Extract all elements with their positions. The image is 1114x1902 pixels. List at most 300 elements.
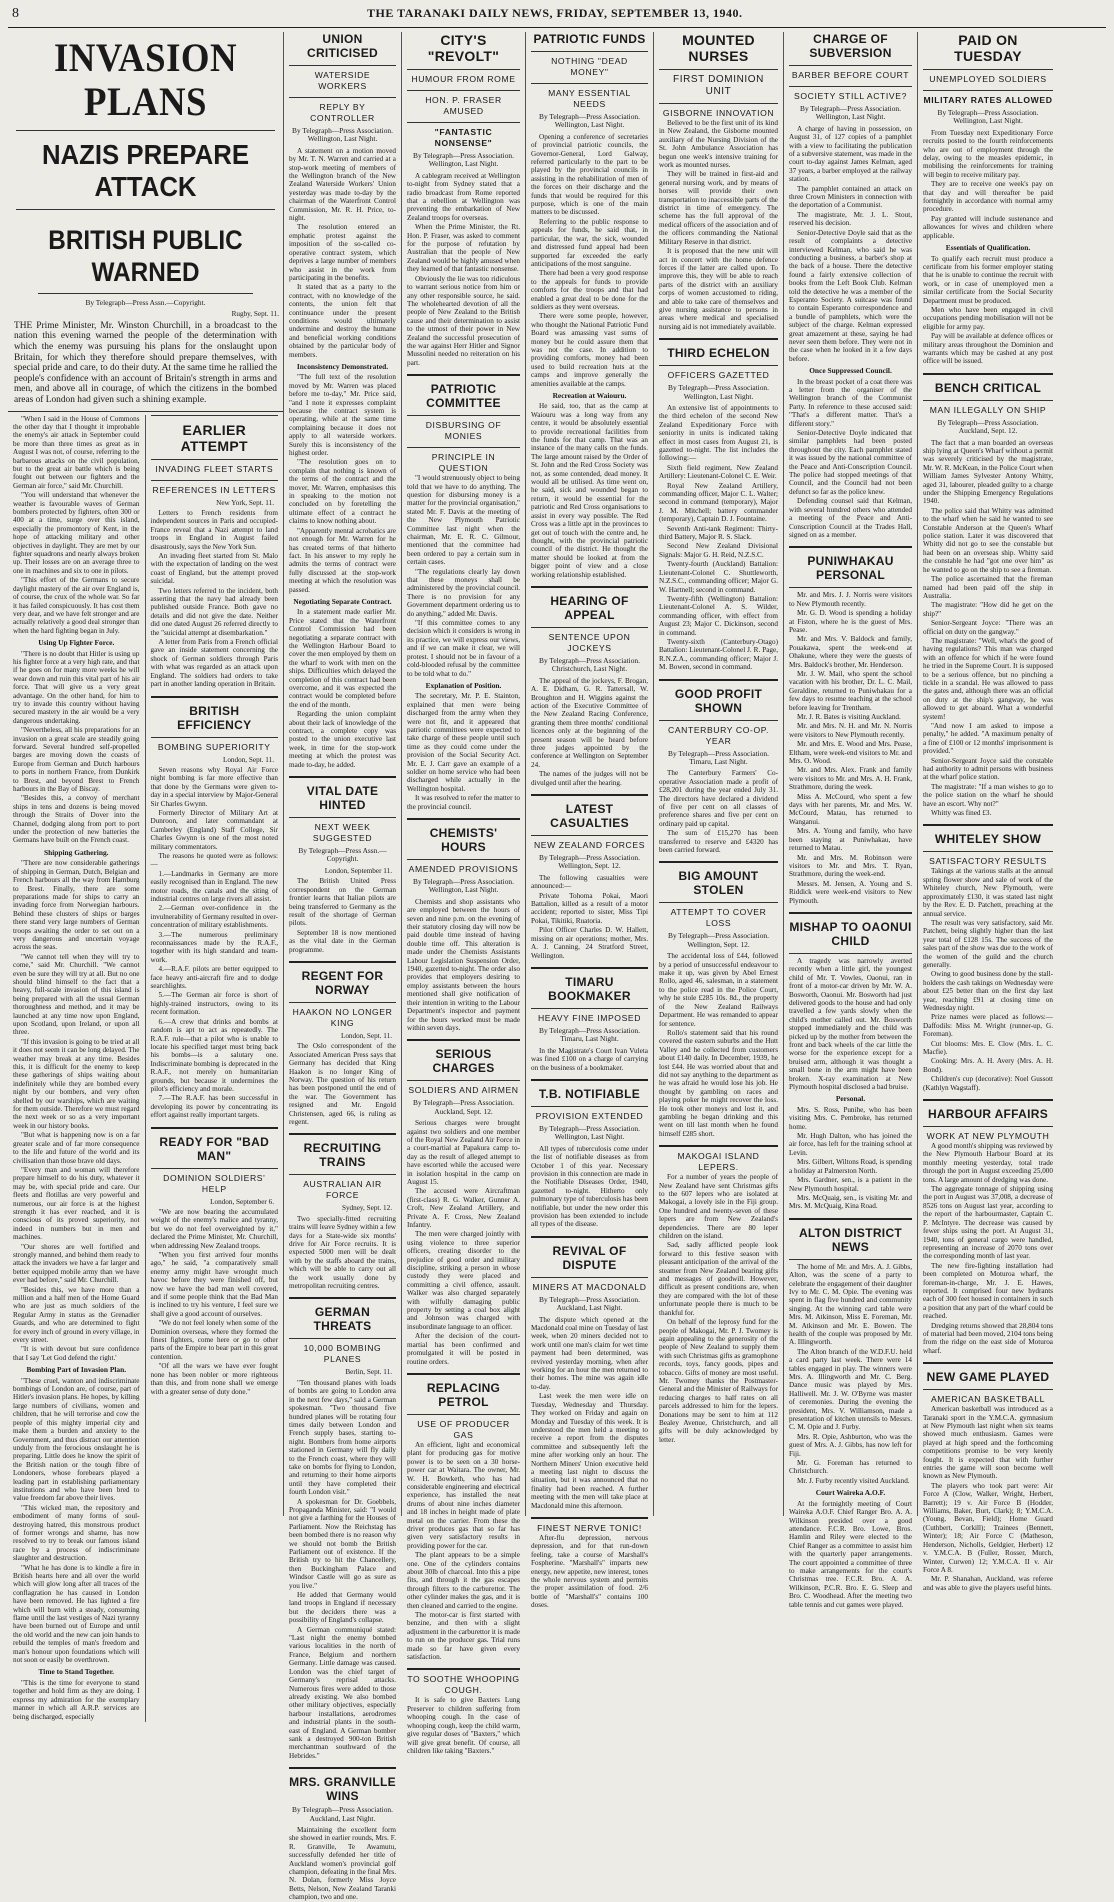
citys-revolt-sub-3: "FANTASTIC NONSENSE" — [434, 127, 493, 148]
paragraph: Cut blooms: Mrs. E. Clow (Mrs. L. C. Macfie). — [923, 1039, 1053, 1056]
german-threats-sub: 10,000 BOMBING PLANES — [303, 1343, 382, 1365]
mounted-nurses-sub-1: FIRST DOMINION UNIT — [673, 74, 764, 97]
paragraph: Second New Zealand Divisional Signals: Major G. H. Reid, N.Z.S.C. — [659, 542, 778, 559]
citys-revolt-headline: CITY'S "REVOLT" — [427, 32, 500, 64]
paragraph: In a statement made earlier Mr. Price stated that the Waterfront Control Commission had been negotiating a separate contract with the Wellington Harbour Board to cover the men employed by them on the wharf to work with men on the ships. Difficulties which delayed the completion of this contract had been overcome, and it was expected the contract would be completed before the end of the month. — [289, 608, 396, 709]
revival-dispute-sub: MINERS AT MACDONALD — [532, 1281, 647, 1292]
british-efficiency-headline: BRITISH EFFICIENCY — [177, 703, 252, 732]
paragraph: Mr. J. R. Bates is visiting Auckland. — [797, 713, 901, 721]
paragraph: Regarding the union complaint about their lack of knowledge of the contract, a complete copy was posted to the union executive last week, in time for the stop-work meeting at which the protest was made to-day, he added. — [289, 710, 396, 769]
citys-revolt-sub-2: HON. P. FRASER AMUSED — [425, 95, 502, 116]
lead-story — [8, 32, 284, 1721]
paragraph: Mr. and Mrs. V. Baldock and family, Pouakawa, spent the week-end at Ohakune, where they were the guests of Mrs. Baldock's brother, Mr. Henderson. — [789, 635, 912, 669]
paragraph: Prize names were placed as follows:— Daffodils: Miss M. Wright (runner-up, G. Foreman). — [923, 1013, 1053, 1039]
column-7 — [784, 32, 918, 1609]
paragraph: The accused were Aircraftman (first-class) R. G. Walker, Gunner A. Croft, New Zealand Artillery, and Private A. F. Cross, New Zealand Infantry. — [407, 1187, 520, 1229]
paragraph: "We are now bearing the accumulated weight of the enemy's malice and tyranny, but we do not feel overweighted by it," declared the Prime Minister, Mr. Churchill, when addressing New Zealand troops. — [150, 1207, 278, 1250]
paragraph: Owing to good business done by the stall-holders the cash takings on Wednesday were about £25 better than on the first day last year, reaching £91 at closing time on Wednesday night. — [923, 970, 1053, 1012]
paragraph: "And now I am asked to impose a penalty," he added. "A maximum penalty of a fine of £100 or 12 months' imprisonment is provided." — [923, 722, 1053, 756]
citys-revolt-body — [407, 172, 520, 367]
paragraph: The plant appears to be a simple one. One of the cylinders contains about 30lb of charcoal. Into this a pipe fits, and through it the gas escapes through filters to the carburettor. The other cylinder makes the gas, and it is then cleaned and carried to the engine. — [407, 1551, 520, 1610]
paragraph: 7.—The R.A.F. has been successful in developing its power by concentrating its effort against really important targets. — [150, 1094, 278, 1120]
paragraph: "We cannot tell when they will try to come," said Mr. Churchill. "We cannot even be sure they will try at all. But no one should blind himself to the fact that a heavy, full-scale invasion of this island is being prepared with all the usual German thoroughness and method, and it may be launched at any time now upon England, upon Scotland, upon Ireland, or upon all three. — [13, 952, 140, 1037]
third-echelon-sub: OFFICERS GAZETTED — [667, 370, 770, 381]
whiteley-show-sub: SATISFACTORY RESULTS — [929, 856, 1047, 867]
paragraph: After the decision of the court-martial has been confirmed and promulgated it will be posted in routine orders. — [407, 1332, 520, 1366]
mrs-granville-headline: MRS. GRANVILLE WINS — [289, 1775, 396, 1804]
paragraph: The police ascertained that the fireman named had been paid off the ship in Australia. — [923, 575, 1053, 600]
paragraph: "When you first arrived four months ago," he said, "a comparatively small enemy army might have wrought much havoc before they were finished off, but now we have the bad man well covered, and if some people think that the Bad Man is inclined to try his venture, I feel sure we shall give a good account of ourselves. — [150, 1251, 278, 1318]
lead-col-2 — [146, 415, 284, 1722]
paragraph: The new fire-fighting installation had been completed on Moturoa wharf, the foreman-in-charge, Mr. J. E. Hawes, reported. It comprised four new hydrants each of 300 feet housed in containers in such a position that any part of the wharf could be reached. — [923, 1261, 1053, 1321]
new-game-body — [923, 1405, 1053, 1592]
paragraph: 1.—Landmarks in Germany are more easily recognised than in England. The new motor roads, the canals and the siting of industrial centres on large rivers all assist. — [150, 869, 278, 903]
regent-norway-headline: REGENT FOR NORWAY — [301, 968, 384, 997]
paragraph: Mr. G. Foreman has returned to Christchurch. — [789, 1459, 912, 1476]
paragraph: Mr. J. Furby recently visited Auckland. — [797, 1476, 910, 1485]
page-number: 8 — [12, 6, 20, 21]
paragraph: The names of the judges will not be divulged until after the hearing. — [531, 770, 648, 787]
replacing-petrol-body — [407, 1441, 520, 1662]
paragraph: Letters to French residents from independent sources in Paris and occupied-France reveal that a Nazi attempt to land troops in England in August failed disastrously, says the New York Sun. — [150, 508, 278, 551]
paragraph: Believed to be the first unit of its kind in New Zealand, the Gisborne mounted auxiliary of the Nursing Division of the St. John Ambulance Association has begun one week's intensive training for work as mounted nurses. — [659, 119, 778, 170]
paragraph: "When I said in the House of Commons the other day that I thought it improbable the enemy's air attack in September could be more than three times as great as in August I was not, of course, referring to the barbarous attacks on the civil population, but to the great air battle which is being fought out between our fighters and the German air force," said Mr. Churchill. — [13, 414, 140, 490]
hearing-appeal-credit: By Telegraph—Press Association. Christchurch, Last Night. — [539, 655, 640, 674]
paragraph: Formerly Director of Military Art at Dunroon, and later commandant at Camberley (England) Staff College, Sir Charles Gwynn is one of the most noted military commentators. — [150, 808, 278, 851]
column-4 — [402, 32, 526, 1755]
paragraph: A good month's shipping was reviewed by the New Plymouth Harbour Board at its monthly meeting yesterday, total trade through the port in August exceeding 25,000 tons. A large amount of dredging was done. — [923, 1142, 1053, 1184]
paragraph: "If this invasion is going to be tried at all it does not seem it can be long delayed. The weather may break at any time. Besides this, it is difficult for the enemy to keep these gatherings of ships waiting about indefinitely while they are bombed every night by our bombers, and very often shelled by our warships, which are waiting for them outside. Therefore we must regard the next week or so as a very important week in our history books. — [13, 1037, 140, 1130]
paragraph: Mr. P. Shanahan, Auckland, was referee and was able to give the players useful hints. — [923, 1575, 1053, 1592]
alton-news-body — [789, 1263, 912, 1486]
paragraph: "Apparently mental acrobatics are not enough for Mr. Warren for he has created terms of that hitherto fact. In his answer to my reply he admits the terms of contract were fully discussed at the stop-work meeting at which the resolution was passed. — [289, 526, 396, 594]
vital-date-body — [289, 877, 396, 954]
paragraph: Cooking: Mrs. A. H. Avery (Mrs. A. H. Bond). — [923, 1057, 1053, 1074]
paragraph: An efficient, light and economical plant for producing gas for motive power is to be seen on a 30 horse-power car at Waitara. The owner, Mr. W. H. Bowketh, who has had considerable engineering and electrical experience, has installed the neat drums of about nine inches diameter and 18 inches in height made of plate metal on the carrier. From these the driver produces gas that so far has given very satisfactory results in providing power for the car. — [407, 1440, 520, 1550]
paragraph: Royal New Zealand Artillery, commanding officer, Major C. L. Walter; second in command (temporary), Major J. M. Mitchell; battery commander (temporary), Captain D. J. Fountaine. — [659, 481, 778, 524]
german-threats-headline: GERMAN THREATS — [313, 1305, 372, 1334]
paragraph: Defending counsel said that Kelman, with several hundred others who attended a meeting of the Peace and Anti-Conscription Council at the Trades Hall, signed on as a member. — [789, 497, 912, 539]
paragraph: "Of all the wars we have ever fought none has been nobler or more righteous than this, and from none shall we emerge with a greater sense of duty done." — [150, 1362, 278, 1396]
paragraph: It stated that as a party to the contract, with no knowledge of the contents, the union felt that continuance under the present conditions would ultimately undermine and destroy the humane and beneficial working conditions obtained by the particular body of members. — [289, 283, 396, 359]
paragraph: "Nevertheless, all his preparations for an invasion on a great scale are steadily going forward. Several hundred self-propelled barges are moving down the coasts of Europe from German and Dutch harbours to ports in northern France, from Dunkirk to Brest, and beyond Brest to French harbours in the Bay of Biscay. — [13, 726, 140, 794]
paragraph: The fact that a man boarded an overseas ship lying at Queen's Wharf without a permit was severely criticised by the magistrate, Mr. W. R. McKean, in the Police Court when William James Sylvester Antony Whitty, aged 31, labourer, pleaded guilty to a charge under the Shipping Emergency Regulations 1940. — [923, 438, 1053, 506]
lead-headline-3: BRITISH PUBLIC WARNED — [48, 225, 243, 287]
paragraph: Mrs. S. Ross, Punihe, who has been visiting Mrs. C. Pembroke, has returned home. — [789, 1105, 912, 1131]
paragraph: Pilot Officer Charles D. W. Hallett, missing on air operations; mother, Mrs. A. J. Canning, 24 Stratford Street, Wellington. — [531, 926, 648, 960]
timaru-bookmaker-body — [531, 1047, 648, 1072]
good-profit-sub: CANTERBURY CO-OP. YEAR — [668, 724, 769, 746]
paragraph: Twenty-fourth (Auckland) Battalion: Lieutenant-Colonel C. Shuttleworth, N.Z.S.C., commanding officer; Major G. W. Hartnell; second in command. — [659, 560, 778, 594]
paragraph: He said, too, that as the camp at Waiouru was a long way from any centre, it would be absolutely essential to provide recreational facilities from the funds for that camp. That was an instance of the many calls on the funds. The large amount raised by the Order of St. John and the Red Cross Society was not, as some contended, dead money. It would all be utilised. As time went on, he said, sick and wounded began to return, it would be essential for the patriotic and Red Cross organisations to assist in every way possible. The Red Cross was a little apt in the provinces to get out of touch with the centre and, he thought, with the provincial patriotic council of the district. He thought the matter should be looked at from the bigger point of view and a close working relationship established. — [531, 402, 648, 579]
paragraph: All types of tuberculosis come under the list of notifiable diseases as from October 1 of this year. Necessary provision in this connection are made in the Notifiable Diseases Order, 1940, gazetted to-night. Hitherto only pulmonary type of tuberculosis has been notifiable, but under the new order this provision has been extended to include all types of the disease. — [531, 1144, 648, 1229]
paragraph: 6.—A crew that drinks and bombs at random is apt to act as repeatedly. The R.A.F. rule—that a pilot who is unable to locate his specified target must bring back his bombs—is a salutary one. Indiscriminate bombing is deprecated in the R.A.F., not merely on humanitarian grounds, but because it undermines the pilot's efficiency and morale. — [150, 1017, 278, 1093]
paragraph: Last week the men were idle on Tuesday, Wednesday and Thursday. They worked on Friday and again on Monday and Tuesday of this week. It is understood the men held a meeting to receive a report from the disputes committee and subsequently left the mine after working only an hour. The Northern Miners' Union executive held a meeting last night to discuss the situation, but it was announced that no finality had been reached. A further meeting with the men will take place at Macdonald mine this afternoon. — [531, 1392, 648, 1510]
patriotic-committee-body-2 — [407, 692, 520, 811]
mishap-oaonui-crosshead: Personal. — [835, 1094, 866, 1104]
paragraph: The British United Press correspondent on the German frontier learns that Italian pilots are being transferred to Germany as the result of the shortage of German pilots. — [289, 877, 396, 928]
lead-credit: By Telegraph—Press Assn.—Copyright. — [85, 298, 206, 307]
hearing-appeal-headline: HEARING OF APPEAL — [550, 593, 629, 622]
paragraph: "What he has done is to kindle a fire in British hearts here and all over the world which will glow long after all traces of the conflagration he has caused in London have been removed. He has lighted a fire which will burn with a steady, consuming flame until the last vestiges of Nazi tyranny have been burned out of Europe and until the old world and the new can join hands to rebuild the temples of man's freedom and man's honour upon foundations which will not soon or easily be overthrown. — [13, 1563, 140, 1665]
paragraph: "This wicked man, the repository and embodiment of many forms of soul-destroying hatred, this monstrous product of former wrongs and shame, has now resolved to try to break our famous island race by a process of indiscriminate slaughter and destruction. — [13, 1503, 140, 1563]
paragraph: Serious charges were brought against two soldiers and one member of the Royal New Zealand Air Force in a court-martial at Papakura camp to-day as the result of alleged attempt to have escorted while the accused were in isolation hospital in the camp on August 15. — [407, 1119, 520, 1186]
paragraph: An invading fleet started from St. Malo with the expectation of landing on the west coast of England, but the attempt proved suicidal. — [150, 552, 278, 586]
paragraph: The pamphlet contained an attack on three Crown Ministers in connection with the deportation of a Communist. — [789, 184, 912, 210]
charge-subversion-body-2 — [789, 378, 912, 540]
union-criticised-sub-1: WATERSIDE WORKERS — [314, 70, 371, 91]
paragraph: A charge of having in possession, on August 31, of 127 copies of a pamphlet with a view to facilitating the publication of a subversive statement, was made in the court to-day against James Kelman, aged 37 years, a barber employed at the railway station. — [789, 124, 912, 184]
patriotic-funds-sub-2: MANY ESSENTIAL NEEDS — [548, 88, 631, 109]
union-criticised-crosshead: Inconsistency Demonstrated. — [296, 361, 389, 371]
paragraph: The sum of £15,270 has been transferred to reserve and £4320 has been carried forward. — [659, 829, 778, 855]
paragraph: An extensive list of appointments to the third echelon of the second New Zealand Expeditionary Force with seniority in units is indicated taking effect in most cases from August 21, is gazetted to-night. The list includes the following:— — [659, 403, 778, 463]
mishap-oaonui-headline: MISHAP TO OAONUI CHILD — [789, 919, 912, 948]
paragraph: The motor-car is first started with benzine, and then with a slight adjustment in the carburettor it is made to run on the producer gas. Trial runs made so far have given every satisfaction. — [407, 1611, 520, 1662]
patriotic-funds-body — [531, 133, 648, 388]
alton-news-body-2 — [789, 1500, 912, 1609]
paragraph: It is safe to give Baxters Lung Preserver to children suffering from whooping cough. In the case of whooping cough, keep the child warm, give regular doses of "Baxters," which will give great benefit. Of course, all children like taking "Baxters." — [407, 1696, 520, 1755]
chemists-hours-credit: By Telegraph—Press Association. Wellington, Last Night. — [413, 877, 514, 895]
union-criticised-sub-2: REPLY BY CONTROLLER — [310, 102, 375, 123]
recruiting-trains-sub: AUSTRALIAN AIR FORCE — [303, 1179, 382, 1201]
paragraph: A German communiqué stated: "Last night the enemy bombed various localities in the north of France, Belgium and northern Germany. Little damage was caused. London was the chief target of Germany's reprisal attacks. Numerous fires were added to those already existing. We also bombed other military objectives, especially harbour installations, aerodromes and industrial plants in the south-east of England. A German bomber sank a destroyed 900-ton British merchantman southward of the Hebrides." — [289, 1625, 396, 1760]
british-efficiency-sub: BOMBING SUPERIORITY — [157, 741, 271, 752]
serious-charges-headline: SERIOUS CHARGES — [432, 1047, 495, 1076]
good-profit-headline: GOOD PROFIT SHOWN — [674, 686, 763, 715]
paragraph: "The full text of the resolution moved by Mr. Warren was placed before me to-day," Mr. Price said, "and I note it expresses complaint because the contract system is operating, while at the same time complaining because it does not apply to all waterside workers. Surely this is inconsistency of the highest order. — [289, 373, 396, 458]
paragraph: They will be trained in first-aid and general nursing work, and by means of horses will provide their own transportation to inaccessible parts of the district in time of emergency. The scheme has the full approval of the medical officers of the association and of the officers commanding the National Military Reserve in that district. — [659, 170, 778, 246]
harbour-affairs-body — [923, 1142, 1053, 1355]
bench-critical-sub: MAN ILLEGALLY ON SHIP — [929, 404, 1047, 415]
paragraph: 2.—German over-confidence in the invulnerability of Germany resulted in over-concentration of military establishments. — [150, 904, 278, 930]
regent-norway-sub: HAAKON NO LONGER KING — [292, 1006, 393, 1028]
charge-subversion-crosshead: Once Suppressed Council. — [809, 366, 892, 376]
third-echelon-headline: THIRD ECHELON — [667, 346, 770, 361]
paragraph: Obviously the lie was too ridiculous to warrant serious notice from him or any other responsible source, he said. The wholehearted devotion of all the people of New Zealand to the British cause and their determination to assist to the utmost of their power in New Zealand the successful prosecution of the war against Herr Hitler and Signor Mussolini needed no reiteration on his part. — [407, 274, 520, 367]
paragraph: In the Magistrate's Court Ivan Vuleta was fined £100 on a charge of carrying on the business of a bookmaker. — [531, 1046, 648, 1072]
patriotic-funds-body-2 — [531, 402, 648, 579]
paragraph: Mrs. Gilbert, Wiltons Road, is spending a holiday at Palmerston North. — [789, 1158, 912, 1175]
masthead — [8, 6, 1106, 28]
latest-casualties-credit: By Telegraph—Press Association. Wellington, Sept. 12. — [539, 853, 640, 871]
charge-subversion-credit: By Telegraph—Press Association. Wellington, Last Night. — [800, 104, 901, 122]
lead-body-3 — [13, 859, 140, 1362]
paragraph: Pay granted will include sustenance and allowances for wives and children where applicable. — [923, 214, 1053, 240]
paragraph: Chemists and shop assistants who are employed between the hours of seven and nine p.m. on the evening of their statutory closing day will now be paid double time instead of having double time off. This alteration is made under the Chemists Assistants Labour Legislation Suspension Order, 1940, gazetted to-night. The order also provides that employers desiring to employ assistants between the hours mentioned shall give notification of their intention in writing to the Labour Department's inspector and payment for the hours worked must be made within seven days. — [407, 897, 520, 1032]
bench-critical-body — [923, 439, 1053, 818]
paragraph: The resolution entered an emphatic protest against the imposition of the so-called co-operative contract system, which deprives a large number of members who assist in the work from participating in the benefits. — [289, 223, 396, 282]
paragraph: Mr. Hugh Dalton, who has joined the air force, has left for the training school at Levin. — [789, 1132, 912, 1157]
paragraph: Twenty-sixth (Canterbury-Otago) Battalion: Lieutenant-Colonel J. R. Page, R.N.Z.A., commanding officer; Major J. M. Bowen, second in command. — [659, 637, 778, 672]
paragraph: The aggregate tonnage of shipping using the port in August was 37,008, a decrease of 8526 tons on August last year, according to the report of the harbourmaster, Captain C. P. McIntyre. The decrease was caused by fewer ships using the port. At August 31, 1940, tons of general cargo were handled, representing an increase of 2070 tons over the corresponding month of last year. — [923, 1185, 1053, 1261]
earlier-attempt-sub-2: REFERENCES IN LETTERS — [152, 484, 276, 495]
paragraph: A cablegram received at Wellington to-night from Sydney stated that a radio broadcast from Rome reported that a rebellion at Wellington was preventing the embarkation of New Zealand troops for overseas. — [407, 171, 520, 222]
paragraph: The men were charged jointly with using violence to three superior officers, creating disorder to the prejudice of good order and military discipline, striking a person in whose custody they were placed and committing a civil offence, assault. Walker was also charged separately with wilfully damaging public property by setting a coal box alight and Johnson was charged with insubordinate language to an officer. — [407, 1230, 520, 1331]
paragraph: Takings at the various stalls at the annual spring flower show and sale of work of the Whiteley church, New Plymouth, were approximately £130, it was stated last night by the Rev. E. D. Patchett, preaching at the annual service. — [923, 867, 1053, 918]
paragraph: Private Tohoma Pokai, Maori Battalion, killed as a result of a motor accident; reported to sister, Miss Tipi Pokai, Tikitiki, Ruatoria. — [531, 891, 648, 925]
paragraph: "Our shores are well fortified and strongly manned, and behind them ready to attack the invaders we have a far larger and better equipped mobile army than we have ever had before," said Mr. Churchill. — [13, 1242, 140, 1285]
paragraph: In the breast pocket of a coat there was a letter from the organiser of the Wellington branch of the Communist Party. In reference to these accused said: "That's a different matter. That's a different story." — [789, 377, 912, 428]
mounted-nurses-body — [659, 119, 778, 331]
lead-body-4 — [13, 1377, 140, 1665]
charge-subversion-body — [789, 125, 912, 363]
recruiting-trains-body — [289, 1215, 396, 1291]
paragraph: The appeal of the jockeys, F. Brogan, A. E. Didham, G. R. Tattersall, W. Broughton and H. Wiggins against the action of the Executive Committee of the New Zealand Racing Conference, granting them three months' conditional licences only at the beginning of the present season will be heard before three judges appointed by the conference at Wellington on September 24. — [531, 676, 648, 769]
tb-notifiable-sub: PROVISION EXTENDED — [535, 1110, 644, 1121]
paragraph: Two letters referred to the incident, both asserting that the navy had already been published outside France. Both gave no details and did not give the date. Neither did one dated August 26 referred directly to the "suicidal attempt at disembarkation." — [150, 586, 278, 637]
patriotic-committee-sub-2: PRINCIPLE IN QUESTION — [431, 452, 496, 474]
whooping-cough-body — [407, 1696, 520, 1755]
paragraph: "It is with devout but sure confidence that I say 'Let God defend the right.' — [13, 1345, 140, 1362]
paragraph: A spokesman for Dr. Goebbels, Propaganda Minister, said: "I would not give a farthing for the Houses of Parliament. Now the Reichstag has been bombed there is no reason why we should not bomb the British Parliament out of existence. If the British try to hit the Chancellery, then Buckingham Palace and Windsor Castle will go as sure as you live." — [289, 1497, 396, 1590]
paragraph: American basketball was introduced as a Taranaki sport in the Y.M.C.A. gymnasium at New Plymouth last night when six teams showed much enthusiasm. Games were played at high speed and the forthcoming competitions promise to be very keenly fought. It is expected that with further entries the game will soon become well known as New Plymouth. — [923, 1405, 1053, 1481]
paragraph: 3.—The numerous preliminary reconnaissances made by the R.A.F., together with its high standard and team-work. — [150, 930, 278, 964]
makogai-body — [659, 1173, 778, 1444]
paragraph: Mr. and Mrs. E. Wood and Mrs. Pease, Eltham, were week-end visitors to Mr. and Mrs. O. Wood. — [789, 740, 912, 766]
tb-notifiable-headline: T.B. NOTIFIABLE — [538, 1086, 641, 1101]
charge-subversion-headline: CHARGE OF SUBVERSION — [809, 32, 892, 60]
paragraph: "Besides this, we have more than a million and a half men of the Home Guard who are just as much soldiers of the Regular Army in status as the Grenadier Guards, and who are determined to fight for every inch of ground in every village, in every street. — [13, 1285, 140, 1345]
latest-casualties-sub: NEW ZEALAND FORCES — [533, 840, 646, 851]
paid-tuesday-body — [923, 129, 1053, 240]
paragraph: The following casualties were announced:— — [531, 873, 648, 891]
paragraph: "We do not feel lonely when some of the Dominion overseas, where they formed the finest fighters, come here or go to other parts of the Empire to bear part in this great contention. — [150, 1319, 278, 1361]
paragraph: The home of Mr. and Mrs. A. J. Gibbs, Alton, was the scene of a party to celebrate the engagement of their daughter Ivy to Mr. C. M. Opie. The evening was spent in flag five hundred and community singing. At the winning card table were Mrs. M. Atkinson, Miss E. Foreman, Mr. M. Atkinson and Mr. E. Bowen. The health of the couple was proposed by Mr. A. Illingworth. — [789, 1262, 912, 1347]
column-8 — [918, 32, 1058, 1592]
harbour-affairs-headline: HARBOUR AFFAIRS — [927, 1107, 1049, 1122]
hearing-appeal-sub: SENTENCE UPON JOCKEYS — [548, 631, 631, 653]
paragraph: The result was very satisfactory, said Mr. Patchett, being slightly higher than the last year total of £128 15s. The success of the sales part of the show was due to the work of the women of the guild and the church generally. — [923, 918, 1053, 969]
paragraph: "But what is happening now is on a far greater scale and of far more consequence to the life and future of the world and its civilisation than those brave old days. — [13, 1131, 140, 1165]
vital-date-sub: NEXT WEEK SUGGESTED — [312, 822, 373, 844]
paragraph: "Besides this, a convoy of merchant ships in tens and dozens is being moved through the Straits of Dover into the Channel, dodging along from port to port under the protection of new batteries the Germans have built on the French coast. — [13, 794, 140, 845]
whiteley-show-body — [923, 867, 1053, 1092]
mishap-oaonui-body — [789, 957, 912, 1092]
recruiting-trains-dateline: Sydney, Sept. 12. — [341, 1204, 392, 1213]
paragraph: Messrs. M. Jensen, A. Young and S. Riddick were week-end visitors to New Plymouth. — [789, 879, 912, 905]
paragraph: Whitty was fined £3. — [931, 809, 992, 818]
paragraph: "You will understand that whenever the weather is favourable waves of German bombers protected by fighters, often 300 or 400 at a time, surge over this island, especially the promontory of Kent, in the hope of attacking military and other objectives in daylight. They are met by our fighter squadrons and nearly always broken up. Their losses are on an average three to one in machines and six to one in pilots. — [13, 491, 140, 575]
paragraph: Senior-Sergeant Joyce said the constable had authority to admit persons with business at the wharf police station. — [923, 756, 1053, 782]
paragraph: Sad, sadly afflicted people look forward to this festive season with pleasant anticipation of the arrival of the steamer from New Zealand bearing gifts and messages of goodwill. However, difficult as present conditions are, when they are compared with the lot of these unfortunate people there is much to be thankful for. — [659, 1241, 778, 1317]
paragraph: On behalf of the leprosy fund for the people of Makogai, Mr. P. J. Twomey is again appealing to the generosity of the people of New Zealand to supply them with such Christmas gifts as gramophone records, toys, fancy goods, pipes and tobacco. Gifts of money are most useful. Mr. Twomey thanks the Postmaster-General and the Minister of Railways for reducing charges to half rates on all parcels addressed to him for the lepers. Donations may be sent to him at 112 Bealey Avenue, Christchurch, and all gifts will be duly acknowledged by letter. — [659, 1318, 778, 1444]
column-5 — [526, 32, 654, 1610]
paragraph: Seven reasons why Royal Air Force night bombing is far more effective than that done by the Germans were given to-day in a special interview by Major-General Sir Charles Gwynn. — [150, 765, 278, 808]
paragraph: The magistrate, Mr. J. L. Stout, reserved his decision. — [789, 210, 912, 228]
finest-nerve-tonic-body — [531, 1534, 648, 1610]
revival-dispute-headline: REVIVAL OF DISPUTE — [552, 1243, 627, 1272]
third-echelon-body — [659, 404, 778, 672]
big-amount-stolen-credit: By Telegraph—Press Association. Wellington, Sept. 12. — [668, 931, 769, 949]
paragraph: Twenty-fifth (Wellington) Battalion: Lieutenant-Colonel A. S. Wilder, commanding officer, with effect from August 23; Major C. Dickinson, second in command. — [659, 594, 778, 637]
recruiting-trains-headline: RECRUITING TRAINS — [303, 1141, 382, 1170]
earlier-attempt-dateline: New York, Sept. 11. — [216, 498, 274, 507]
paragraph: "There is no doubt that Hitler is using up his fighter force at a very high rate, and that if he goes on for many more weeks he will wear down and ruin this vital part of his air force. That will give us a very great advantage. On the other hand, for him to try to invade this country without having secured mastery in the air would be a very dangerous undertaking. — [13, 649, 140, 725]
earlier-attempt-headline: EARLIER ATTEMPT — [180, 421, 248, 454]
paragraph: Dredging returns showed that 28,804 tons of material had been moved, 2104 tons being from the ridge on the east side of Moturoa wharf. — [923, 1321, 1053, 1355]
paragraph: He added that Germany would land troops in England if necessary but the deciders there was a possibility of England's collapse. — [289, 1591, 396, 1625]
paragraph: There had been a very good response to the appeals for funds to provide comforts for the troops and that had enabled a great deal to be done for the soldiers as they went overseas. — [531, 269, 648, 311]
paragraph: Mrs. R. Opie, Ashburton, who was the guest of Mrs. A. J. Gibbs, has now left for Fiji. — [789, 1432, 912, 1458]
paragraph: Rollo's statement said that his round covered the eastern suburbs and the Hutt Valley and he collected from customers about £140 daily. In December, 1939, he lost £44. He was worried about that and did not say anything to the department as he was afraid he would lose his job. He thought by gambling on races and playing poker he might recover the loss. He took other moneys and lost it, and gambling he began drinking and this went on till last month when he found himself £285 short. — [659, 1028, 778, 1138]
regent-norway-dateline: London, Sept. 11. — [340, 1031, 392, 1040]
patriotic-funds-crosshead: Recreation at Waiouru. — [552, 391, 627, 400]
lead-crosshead-2: Shipping Gathering. — [44, 847, 109, 857]
paragraph: It was resolved to refer the matter to the provincial council. — [407, 794, 520, 811]
serious-charges-body — [407, 1119, 520, 1366]
paragraph: The reasons he quoted were as follows:— — [150, 851, 278, 869]
mounted-nurses-sub-2: GISBORNE INNOVATION — [662, 108, 775, 118]
paragraph: "This effort of the Germans to secure daylight mastery of the air over England is, of course, the crux of the whole war. So far it has failed conspicuously. It has cost them very dear, and we have felt stronger and are actually relatively a good deal stronger than when the hard fighting began in July. — [13, 576, 140, 635]
new-game-sub: AMERICAN BASKETBALL — [930, 1394, 1046, 1405]
paragraph: 5.—The German air force is short of highly-trained instructors, owing to its recent formation. — [150, 991, 278, 1017]
union-criticised-credit: By Telegraph—Press Association. Wellington, Last Night. — [292, 126, 393, 144]
paragraph: The magistrate: "If a man wishes to go to the police station on the wharf he should have an escort. Why not?" — [923, 782, 1053, 808]
lead-crosshead-3: Bombing Part of Invasion Plan. — [26, 1365, 127, 1375]
paragraph: The players who took part were: Air Force A (Clow, Walker, Wright, Herbert, Barrett); 19 v. Air Force B (Hodder, Williams, Baker, Burt, Clark); 8; Y.M.C.A. (Young, Bevan, Field); Home Guard (Cuthbert, Corkill); Trainees (Bennett, Winter); 18; Air Force C (Matheson, Henderson, Nicholls, Geldgier, Herbert) 12 v. Y.M.C.A. B (Fuller, Rosser, Murch, Winter, Curwen) 12; Y.M.C.A. II v. Air Force A 8. — [923, 1481, 1053, 1574]
paid-tuesday-sub-2: MILITARY RATES ALLOWED — [923, 95, 1053, 105]
puniwhakau-headline: PUNIWHAKAU PERSONAL — [807, 554, 894, 583]
paragraph: "There are now considerable gatherings of shipping in German, Dutch, Belgian and French harbours all the way from Hamburg to Brest. Finally, there are some preparations made for ships to carry an invading force from Norwegian harbours. Behind these clusters of ships or barges there stand very large numbers of German troops awaiting the order to set out on a very dangerous and uncertain voyage across the seas. — [13, 859, 140, 952]
replacing-petrol-headline: REPLACING PETROL — [426, 1380, 501, 1409]
earlier-attempt-sub-1: INVADING FLEET STARTS — [155, 463, 274, 474]
paragraph: For a number of years the people of New Zealand have sent Christmas gifts to the 607 lepers who are isolated at Makogai, a lovely isle in the Fiji group. One hundred and twenty-seven of these lepers are from New Zealand's dependencies. There are 80 leper children on the island. — [659, 1173, 778, 1241]
paragraph: Children's cup (decorative): Noel Gussott (Kathlyn Wagstaff). — [923, 1075, 1053, 1092]
columns — [8, 32, 1106, 1902]
citys-revolt-sub-1: HUMOUR FROM ROME — [411, 74, 516, 84]
chemists-hours-body — [407, 898, 520, 1033]
paid-tuesday-credit: By Telegraph—Press Association. Wellington, Last Night. — [937, 108, 1039, 126]
bench-critical-credit: By Telegraph—Press Association. Auckland, Sept. 12. — [937, 417, 1039, 436]
paragraph: The Oslo correspondent of the Associated American Press says that Germany has decided that King Haakon is no longer King of Norway. The question of his return has been postponed until the end of the war. The Government has resigned and Mr. Engold Christensen, aged 66, is ruling as regent. — [289, 1042, 396, 1126]
paragraph: Senior-Detective Doyle said that as the result of complaints a detective interviewed Kelman, who said he was conducting a business, a barber's shop at the back of a house. There the detective found a fairly extensive collection of books from the Left Book Club. Kelman told the detective he was a member of the Esperanto Society. A suitcase was found to contain Esperanto correspondence and a bundle of pamphlets, which were the subject of the charge. Kelman expressed great amazement at these, saying he had never seen them before. They were not in the case when he looked in it a few days before. — [789, 228, 912, 363]
paragraph: The Alton branch of the W.D.F.U. held a card party last week. There were 14 tables engaged in play. The winners were Mrs. A. Illingworth and Mr. C. Berg. Dance music was played by Mrs. Halliwell. Mr. J. W. O'Byrne was master of ceremonies. During the evening the president, Mrs. V. Williamson, made a presentation of kitchen utensils to Messrs. C. M. Opie and J. Furby. — [789, 1347, 912, 1432]
charge-subversion-sub-1: BARBER BEFORE COURT — [791, 70, 910, 80]
mounted-nurses-headline: MOUNTED NURSES — [682, 32, 755, 64]
paragraph: The dispute which opened at the Macdonald coal mine on Tuesday of last week, when 20 miners decided not to work until one man's claim for wet time payment had been determined, was revived yesterday morning, when after working for an hour the men returned to their homes. The mine was again idle to-day. — [531, 1315, 648, 1391]
patriotic-funds-sub-1: NOTHING "DEAD MONEY" — [551, 56, 628, 77]
paragraph: The Canterbury Farmers' Co-operative Association made a profit of £28,201 during the year ended July 31. The directors have declared a dividend of five per cent on all classes of preference shares and five per cent on ordinary paid up capital. — [659, 769, 778, 828]
paragraph: They are to receive one week's pay on that day and will thereafter be paid fortnightly in accordance with normal army procedure. — [923, 180, 1053, 214]
paragraph: A letter from Paris from a French official gave an inside statement concerning the shock of German soldiers through Paris with what was regarded as an attack upon England. The soldiers had orders to take part in another landing operation in Britain. — [150, 638, 278, 689]
paragraph: Miss A. McCourd, who spent a few days with her parents, Mr. and Mrs. W. McCourd, Matau, has returned to Wanganui. — [789, 792, 912, 826]
lead-crosshead-1: Using Up Fighter Force. — [38, 638, 115, 648]
big-amount-stolen-sub: ATTEMPT TO COVER LOSS — [670, 907, 767, 929]
paragraph: After-flu depression, nervous depression, and for that run-down feeling, take a course of Marshall's Fospherine. "Marshall's" imparts new energy, new appetite, new interest, tones the whole nervous system and permits the proper assimilation of food. 2/6 bottle of "Marshall's" contains 100 doses. — [531, 1533, 648, 1610]
paragraph: Mr. and Mrs. M. Robinson were visitors to Mr. and Mrs. T. Ryan, Strathmore, during the week-end. — [789, 853, 912, 879]
paragraph: A tragedy was narrowly averted recently when a little girl, the youngest child of Mr. T. Vowles, Oaonui, ran in front of a motor-car driven by Mr. W. A. Bosworth, Oaonui. Mr. Bosworth had just delivered goods to the house and had only travelled a few yards slowly when the child's mother called out. Mr. Bosworth stopped immediately and the child was picked up by the mother from between the front and back wheels of the car little the worse for the experience except for a bruised arm, although it was thought a small bone in the arm might have been broken. X-ray examination at New Plymouth hospital disclosed a bad bruise. — [789, 956, 912, 1092]
vital-date-credit: By Telegraph—Press Assn.—Copyright. — [298, 846, 387, 864]
british-efficiency-dateline: London, Sept. 11. — [222, 755, 274, 764]
puniwhakau-body — [789, 591, 912, 905]
paragraph: Two specially-fitted recruiting trains will leave Sydney within a few days for a State-wide six months' drive for Air Force recruits. It is expected 5000 men will be dealt with by the staffs aboard the trains, which will be able to carry out all the work usually done by metropolitan recruiting centres. — [289, 1214, 396, 1291]
paid-tuesday-crosshead: Essentials of Qualification. — [945, 243, 1031, 253]
paragraph: The accidental loss of £44, followed by a period of unsuccessful endeavour to make it up, was given by Abel Ernest Rollo, aged 46, salesman, in a statement to the police read in the Police Court, why he stole £285 10s. 8d., the property of the New Zealand Railways Department. He was remanded to appear for sentence. — [659, 952, 778, 1028]
lead-headline-1: INVASION PLANS — [54, 35, 237, 124]
patriotic-committee-body — [407, 474, 520, 678]
serious-charges-credit: By Telegraph—Press Association. Auckland, Sept. 12. — [413, 1098, 514, 1116]
paragraph: It is proposed that the new unit will act in concert with the home defence forces if the latter are called upon. To improve this, they will be able to reach parts of the district with an auxiliary corps of women accustomed to riding, and able to take care of themselves and give nursing assistance to persons in areas where medical and specialised nursing aid is not immediately available. — [659, 247, 778, 331]
paragraph: Mr. and Mrs. Alex. Frank and family were visitors to Mr. and Mrs. A. H. Frank, Strathmore, during the week. — [789, 766, 912, 792]
replacing-petrol-sub: USE OF PRODUCER GAS — [417, 1418, 510, 1440]
bench-critical-headline: BENCH CRITICAL — [934, 380, 1042, 395]
lead-headline-2: NAZIS PREPARE ATTACK — [41, 139, 250, 202]
alton-news-headline: ALTON DISTRICT NEWS — [798, 1225, 903, 1254]
lead-body-1 — [13, 415, 140, 636]
column-6 — [654, 32, 784, 1516]
paragraph: Mrs. A. Young and family, who have been staying at Puniwhakau, have returned to Matau. — [789, 827, 912, 853]
citys-revolt-credit: By Telegraph—Press Association. Wellington, Last Night. — [413, 151, 514, 169]
british-efficiency-body — [151, 766, 279, 1120]
finest-nerve-tonic-headline: FINEST NERVE TONIC! — [537, 1522, 642, 1533]
alton-news-crosshead: Court Waireka A.O.F. — [815, 1488, 886, 1498]
paragraph: "I would strenuously object to being told that we have to do anything. The question for disbursing money is a matter for the provincial organisation," stated Mr. F. Davis at the meeting of the New Plymouth Patriotic Committee last night when the chairman, Mr. E. R. C. Gilmour, mentioned that the committee had been ordered to pay a certain sum in certain cases. — [407, 474, 520, 567]
paragraph: Pay will be available at defence offices or military areas throughout the Dominion and warrants which may be cashed at any post office will be issued. — [923, 332, 1053, 366]
lead-body-5 — [13, 1679, 140, 1721]
paid-tuesday-sub-1: UNEMPLOYED SOLDIERS — [929, 74, 1047, 84]
paragraph: To qualify each recruit must produce a certificate from his former employer stating that he is unable to continue the recruit with work, or in case of unemployed men a similar certificate from the Social Security Department must be produced. — [923, 254, 1053, 305]
paragraph: "The resolution goes on to complain that nothing is known of the terms of the contract and the mover, Mr. Warren, emphasises this in speaking to the motion not concluded on by foretelling the ultimate effect of a contract he claims to know nothing about. — [289, 458, 396, 526]
paragraph: There were some people, however, who thought the National Patriotic Fund Board was amassing vast sums of money but he could assure them that was not the case. In addition to providing comforts, money had been used to build recreation huts at the camps and improve generally the amenities available at the camps. — [531, 312, 648, 388]
paragraph: 4.—R.A.F. pilots are better equipped to face heavy anti-aircraft fire and to dodge searchlights. — [150, 965, 278, 991]
paragraph: Seventh Anti-tank Regiment: Thirty-third Battery, Major R. S. Slack. — [659, 524, 778, 542]
union-criticised-headline: UNION CRITICISED — [306, 32, 378, 60]
paragraph: The magistrate: "How did he get on the ship?" — [923, 601, 1053, 618]
paragraph: Mr. and Mrs. J. J. Norris were visitors to New Plymouth recently. — [789, 591, 912, 608]
paid-tuesday-headline: PAID ON TUESDAY — [954, 32, 1022, 64]
timaru-bookmaker-credit: By Telegraph—Press Association. Timaru, Last Night. — [539, 1025, 640, 1044]
paragraph: Mr. G. D. Wood is spending a holiday at Fiston, where he is the guest of Mrs. Pease. — [789, 609, 912, 634]
lead-body-2 — [13, 650, 140, 845]
charge-subversion-sub-2: SOCIETY STILL ACTIVE? — [794, 91, 907, 101]
paragraph: "Every man and woman will therefore prepare himself to do his duty, whatever it may be, with special pride and care. Our fleets and flotillas are very powerful and numerous, our air force is at the highest strength it has ever reached, and it is conscious of its proved superiority, not indeed in numbers but in men and machines. — [13, 1165, 140, 1242]
vital-date-dateline: London, September 11. — [324, 866, 392, 875]
harbour-affairs-sub: WORK AT NEW PLYMOUTH — [926, 1131, 1050, 1142]
paragraph: The police said that Whitty was admitted to the wharf when he said he wanted to see Constable Anderson at the Queen's Wharf police station. Later it was discovered that Whitty did not go to see the constable but had been on an overseas ship. Whitty said the constable he had "got one over him" as he wanted to go on the ship to see a fireman. — [923, 506, 1053, 574]
paid-tuesday-body-2 — [923, 255, 1053, 366]
revival-dispute-credit: By Telegraph—Press Association. Auckland, Last Night. — [539, 1294, 640, 1313]
paragraph: September 18 is now mentioned as the vital date in the German programme. — [289, 928, 396, 954]
masthead-title: THE TARANAKI DAILY NEWS, FRIDAY, SEPTEMBER 13, 1940. — [366, 6, 743, 20]
paragraph: Mrs. Gardner, sen., is a patient in the New Plymouth hospital. — [789, 1176, 912, 1193]
makogai-headline: MAKOGAI ISLAND LEPERS. — [677, 1151, 760, 1173]
paragraph: Mr. and Mrs. N. H. and Mr. N. Norris were visitors to New Plymouth recently. — [789, 722, 912, 739]
ready-bad-man-dateline: London, September 6. — [210, 1197, 274, 1206]
paragraph: Sixth field regiment, New Zealand Artillery: Lieutenant-Colonel C. E. Weir. — [659, 463, 778, 481]
paragraph: "Ten thousand planes with loads of bombs are going to London area in the next few days," said a German spokesman. "Two thousand five hundred planes will be rotating four times daily between London and French supply bases, starting to-night. Bombers from home airports stationed in Germany will fly daily to the French coast, where they will take on bombs for flying to London, and returning to their home airports until they have completed their fourth London visit." — [289, 1378, 396, 1497]
paragraph: Opening a conference of secretaries of provincial patriotic councils, the Governor-General, Lord Galway, referred particularly to the part to be played by the provincial councils in assisting in the rehabilitation of men of the forces on their discharge and the funds that would be required for this purpose, which is one of the main matters to be discussed. — [531, 132, 648, 217]
lead-col-1 — [8, 415, 146, 1722]
paragraph: Maintaining the excellent form she showed in earlier rounds, Mrs. F. R. Granville, Te Awamutu, successfully defended her title of Auckland women's provincial golf champion, defeating in the final Mrs. N. Dolan, formerly Miss Joyce Betts, Nelson, New Zealand Taranki champion, two and one. — [289, 1825, 396, 1902]
paragraph: "These cruel, wanton and indiscriminate bombings of London are, of course, part of Hitler's invasion plans. He hopes, by killing large numbers of civilians, women and children, that he will terrorise and cow the people of this mighty imperial city and make them a burden and anxiety to the Government, and thus distract our attention unduly from the ferocious onslaught he is preparing. Little does he know the spirit of the British nation or the tough fibre of Londoners, whose forebears played a leading part in establishing parliamentary institutions and who have been bred to value freedom far above their lives. — [13, 1376, 140, 1503]
good-profit-credit: By Telegraph—Press Association. Timaru, Last Night. — [668, 748, 769, 766]
patriotic-funds-credit: By Telegraph—Press Association. Wellington, Last Night. — [539, 112, 640, 130]
paragraph: "This is the time for everyone to stand together and hold firm as they are doing. I express my admiration for the exemplary manner in which all A.R.P. services are being discharged, especially — [13, 1678, 140, 1721]
new-game-headline: NEW GAME PLAYED — [926, 1370, 1050, 1385]
tb-notifiable-body — [531, 1145, 648, 1229]
paragraph: "If this committee comes to any decision which it considers is wrong in its practice, we will express our views, and if we can make it clear, we will protest. I should not be in favour of a cold-blooded refusal by the committee to be told what to do." — [407, 619, 520, 678]
mishap-oaonui-body-2 — [789, 1106, 912, 1211]
patriotic-committee-headline: PATRIOTIC COMMITTEE — [426, 382, 501, 411]
lead-dateline: Rugby, Sept. 11. — [231, 310, 279, 319]
paragraph: Men who have been engaged in civil occupations pending mobilisation will not be eligible for army pay. — [923, 305, 1053, 331]
third-echelon-credit: By Telegraph—Press Association. Wellington, Last Night. — [668, 383, 769, 401]
latest-casualties-body — [531, 874, 648, 960]
chemists-hours-headline: CHEMISTS' HOURS — [429, 826, 498, 854]
union-criticised-body — [289, 147, 396, 359]
serious-charges-sub: SOLDIERS AND AIRMEN — [408, 1085, 519, 1096]
